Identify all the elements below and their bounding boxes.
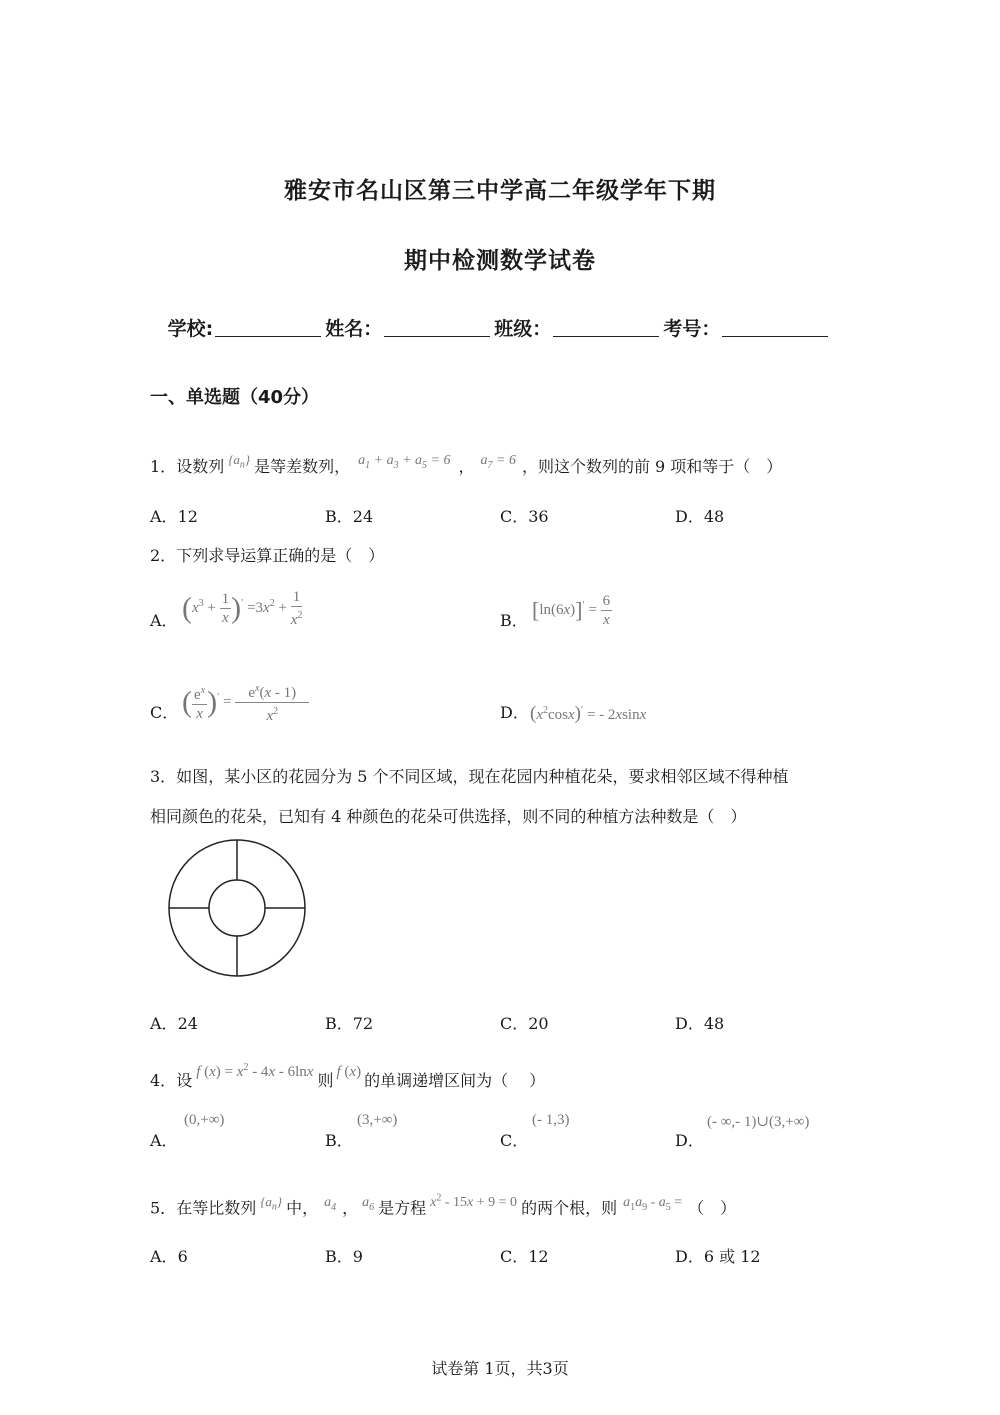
q2-option-b-formula: [ln(6x)]′ = $\frac{6}{x}$ <box>532 593 611 628</box>
q1-text-c: ，则这个数列的前 9 项和等于（ ） <box>521 457 783 476</box>
school-blank[interactable] <box>215 318 321 337</box>
q4-option-a-value: (0,+∞) <box>184 1112 225 1128</box>
title-line-2: 期中检测数学试卷 <box>404 248 596 274</box>
q3-option-d[interactable]: D．48 <box>675 1014 725 1033</box>
section-title: 一、单选题（40分） <box>150 387 320 408</box>
q1-math-cond1: $a_1 + a_3 + a_5 = 6$ <box>358 453 451 471</box>
class-blank[interactable] <box>553 318 659 337</box>
q5-math-expression: $a_1a_9 - a_5$ = <box>623 1194 683 1213</box>
school-label: 学校: <box>167 318 214 340</box>
class-label: 班级： <box>494 318 552 340</box>
q4-option-d-value: (- ∞,- 1)∪(3,+∞) <box>707 1114 810 1130</box>
title-line-1: 雅安市名山区第三中学高二年级学年下期 <box>284 178 716 204</box>
exam-number-label: 考号： <box>663 318 721 340</box>
question-3-line-2: 相同颜色的花朵，已知有 4 种颜色的花朵可供选择，则不同的种植方法种数是（ ） <box>150 807 747 826</box>
q1-option-a[interactable]: A．12 <box>150 507 198 526</box>
q2-option-d[interactable]: D． <box>500 703 529 722</box>
q2-option-a[interactable]: A． <box>150 611 178 630</box>
q1-math-seq: {an} <box>228 452 251 471</box>
q3-option-c[interactable]: C．20 <box>500 1014 549 1033</box>
question-2: 2．下列求导运算正确的是（ ） <box>150 546 385 565</box>
q4-option-c[interactable]: C． <box>500 1131 529 1150</box>
q1-math-cond2: $a_7 = 6$ <box>480 453 516 471</box>
q1-option-b[interactable]: B．24 <box>325 507 374 526</box>
q3-option-a[interactable]: A．24 <box>150 1014 198 1033</box>
q1-option-c[interactable]: C．36 <box>500 507 549 526</box>
q4-option-a[interactable]: A． <box>150 1131 178 1150</box>
q2-option-a-formula: ($x^3$ + $\frac{1}{x}$ )$' =3x^2$ + $\frac{1}{x^2}$ <box>182 589 303 628</box>
q5-math-a4: $a_4$ <box>324 1194 337 1213</box>
q5-math-equation: $x^2 - 15x + 9 = 0$ <box>430 1192 518 1210</box>
inner-circle <box>209 880 265 936</box>
q1-text-a: 设数列 <box>176 457 225 476</box>
q4-option-b[interactable]: B． <box>325 1131 353 1150</box>
student-info-line <box>0 314 1000 341</box>
q4-function-ref: f (x) <box>336 1064 362 1080</box>
exam-number-blank[interactable] <box>722 318 828 337</box>
garden-diagram <box>165 838 309 978</box>
question-3-line-1: 3．如图，某小区的花园分为 5 个不同区域，现在花园内种植花朵，要求相邻区域不得种植 <box>150 767 789 786</box>
q5-math-a6: $a_6$ <box>362 1194 375 1213</box>
q4-option-b-value: (3,+∞) <box>357 1112 398 1128</box>
q1-sep: ， <box>458 457 475 476</box>
question-5: 5．在等比数列 $^{\{a_n\}}$ 中， $a_4$ ， $a_6$ 是方程 $x^2 - 15x + 9 = 0$ 的两个根，则 $a_1a_9 - a_5$ = （ ） <box>150 1192 737 1218</box>
q5-option-c[interactable]: C．12 <box>500 1247 549 1266</box>
q5-option-b[interactable]: B．9 <box>325 1247 363 1266</box>
q1-option-d[interactable]: D．48 <box>675 507 725 526</box>
question-1 <box>150 452 782 477</box>
q4-function-def: f $(x) = x^2 - 4x - 6\ln x$ <box>196 1062 314 1080</box>
q5-math-seq: {an} <box>260 1193 283 1213</box>
q2-option-c[interactable]: C． <box>150 703 179 722</box>
q4-option-d[interactable]: D． <box>675 1131 704 1150</box>
name-blank[interactable] <box>384 318 490 337</box>
q4-option-c-value: (- 1,3) <box>532 1112 570 1128</box>
q2-option-b[interactable]: B． <box>500 611 528 630</box>
q1-number: 1． <box>150 457 177 476</box>
q5-option-d[interactable]: D．6 或 12 <box>675 1247 761 1266</box>
name-label: 姓名： <box>325 318 383 340</box>
q2-option-c-formula: ( $\frac{e^x}{x}$ )′ = $\frac{e^x(x - 1)}{x^2}$ <box>182 680 309 725</box>
q2-option-d-formula: $(x^2\cos x)'$ = - 2xsinx <box>530 703 647 724</box>
q5-option-a[interactable]: A．6 <box>150 1247 188 1266</box>
question-4: 4．设 f $(x) = x^2 - 4x - 6\ln x$ 则 f (x) 的单调递增区间为（ ） <box>150 1062 546 1090</box>
q3-option-b[interactable]: B．72 <box>325 1014 374 1033</box>
q1-text-b: 是等差数列， <box>254 457 351 476</box>
page-footer: 试卷第 1页，共3页 <box>431 1359 569 1378</box>
